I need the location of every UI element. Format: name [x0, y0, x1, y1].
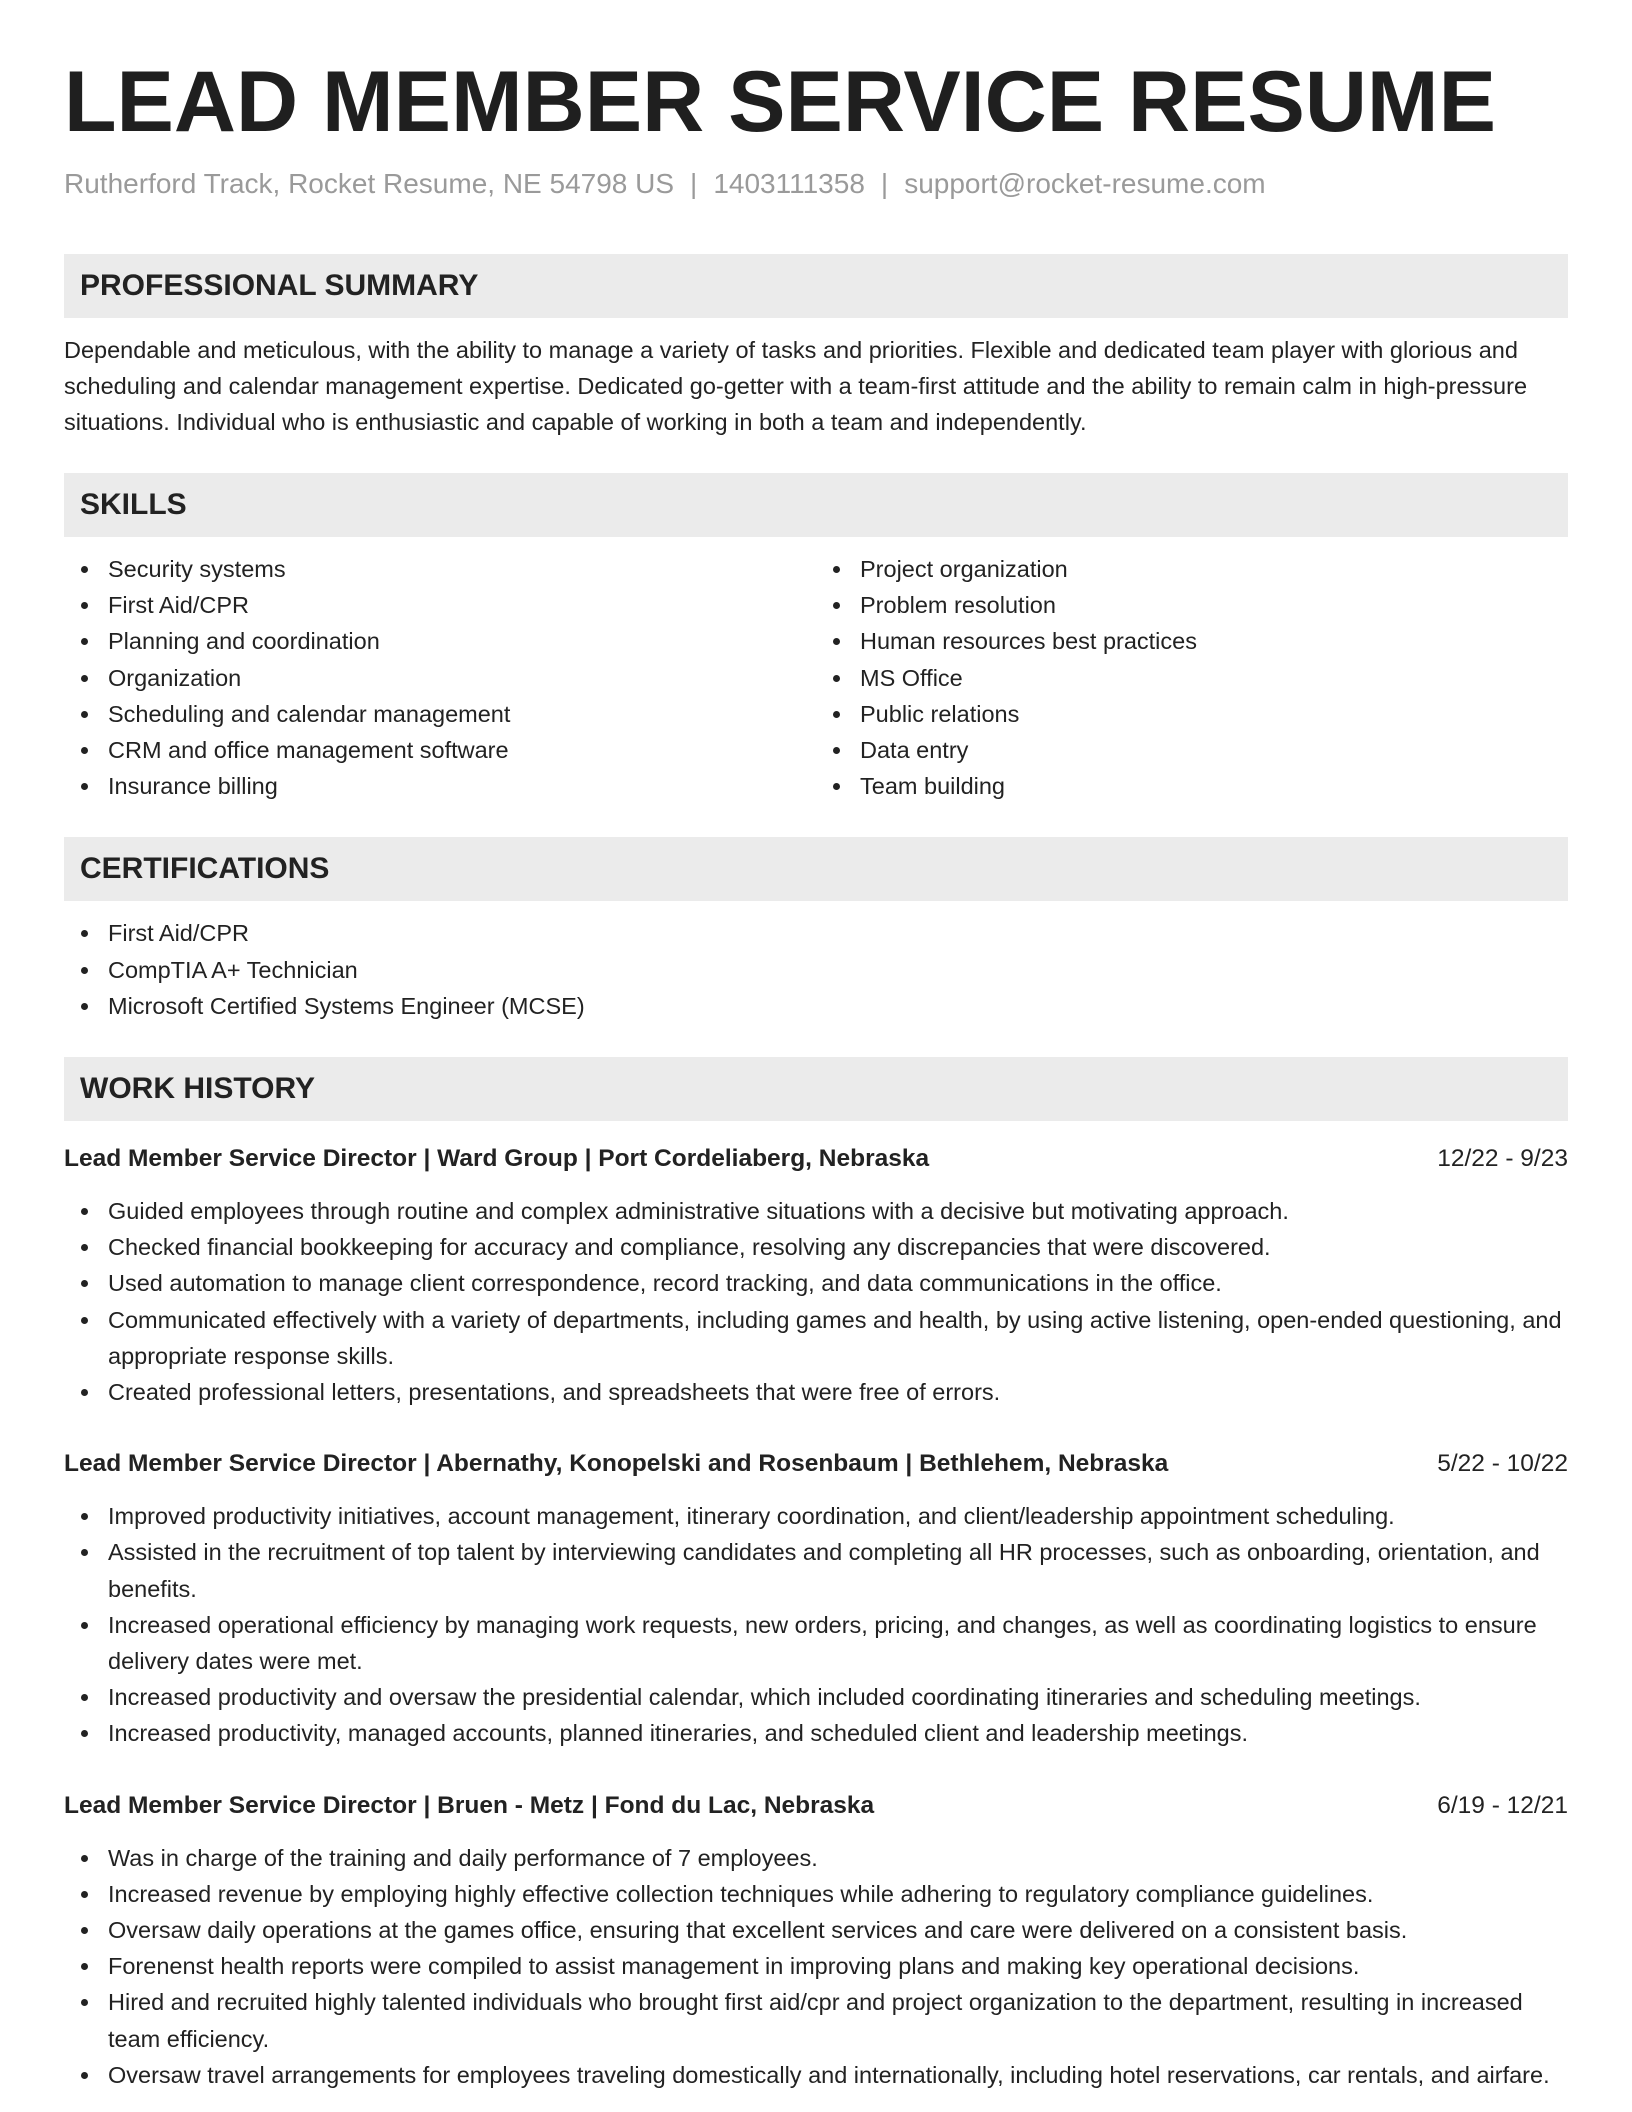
skill-item: Team building	[860, 768, 1568, 804]
certification-item: Microsoft Certified Systems Engineer (MCSE)	[108, 988, 1568, 1024]
skill-item: Project organization	[860, 551, 1568, 587]
job-header	[64, 1446, 1568, 1482]
job-bullet: Checked financial bookkeeping for accuracy and compliance, resolving any discrepancies that were discovered.	[108, 1229, 1568, 1265]
skills-columns	[64, 551, 1568, 804]
job-entry	[64, 1446, 1568, 1751]
job-title: Lead Member Service Director | Ward Group | Port Cordeliaberg, Nebraska	[64, 1145, 930, 1173]
work-history-heading: WORK HISTORY	[64, 1057, 1568, 1121]
certification-item: CompTIA A+ Technician	[108, 952, 1568, 988]
contact-separator: |	[880, 168, 889, 199]
skill-item: Data entry	[860, 732, 1568, 768]
contact-separator: |	[690, 168, 698, 199]
job-dates: 12/22 - 9/23	[1437, 1145, 1568, 1173]
job-dates: 5/22 - 10/22	[1437, 1450, 1568, 1478]
job-bullet: Increased operational efficiency by managing work requests, new orders, pricing, and changes, as well as coordinating logistics to ensure delivery dates were met.	[108, 1607, 1568, 1679]
job-bullet: Increased productivity and oversaw the presidential calendar, which included coordinating itineraries and scheduling meetings.	[108, 1679, 1568, 1715]
skill-item: First Aid/CPR	[108, 587, 816, 623]
job-bullet: Used automation to manage client correspondence, record tracking, and data communications in the office.	[108, 1265, 1568, 1301]
job-title: Lead Member Service Director | Abernathy, Konopelski and Rosenbaum | Bethlehem, Nebraska	[64, 1450, 1169, 1478]
skills-list-left	[64, 551, 816, 804]
job-bullet: Oversaw travel arrangements for employees traveling domestically and internationally, including hotel reservations, car rentals, and airfare.	[108, 2057, 1568, 2093]
skill-item: Public relations	[860, 696, 1568, 732]
job-title: Lead Member Service Director | Bruen - Metz | Fond du Lac, Nebraska	[64, 1791, 875, 1819]
job-bullet: Was in charge of the training and daily performance of 7 employees.	[108, 1840, 1568, 1876]
skill-item: Security systems	[108, 551, 816, 587]
contact-phone: 1403111358	[713, 168, 865, 199]
skill-item: MS Office	[860, 660, 1568, 696]
job-bullet: Improved productivity initiatives, account management, itinerary coordination, and client/leadership appointment scheduling.	[108, 1498, 1568, 1534]
job-bullet: Increased productivity, managed accounts, planned itineraries, and scheduled client and leadership meetings.	[108, 1715, 1568, 1751]
job-bullet: Forenenst health reports were compiled to assist management in improving plans and making key operational decisions.	[108, 1948, 1568, 1984]
skill-item: Human resources best practices	[860, 623, 1568, 659]
contact-address: Rutherford Track, Rocket Resume, NE 54798 US	[64, 168, 675, 199]
certifications-heading: CERTIFICATIONS	[64, 837, 1568, 901]
skill-item: Organization	[108, 660, 816, 696]
job-bullet: Created professional letters, presentations, and spreadsheets that were free of errors.	[108, 1374, 1568, 1410]
job-dates: 6/19 - 12/21	[1437, 1791, 1568, 1819]
contact-line	[64, 166, 1568, 202]
job-bullet: Increased revenue by employing highly effective collection techniques while adhering to regulatory compliance guidelines.	[108, 1876, 1568, 1912]
job-entry	[64, 1141, 1568, 1410]
skill-item: Problem resolution	[860, 587, 1568, 623]
job-bullet-list	[64, 1193, 1568, 1410]
job-bullet-list	[64, 1840, 1568, 2093]
job-bullet-list	[64, 1498, 1568, 1751]
work-history-list	[64, 1141, 1568, 2093]
job-bullet: Hired and recruited highly talented individuals who brought first aid/cpr and project organization to the department, resulting in increased team efficiency.	[108, 1984, 1568, 2056]
skills-list-right	[816, 551, 1568, 804]
skill-item: Planning and coordination	[108, 623, 816, 659]
certifications-list	[64, 915, 1568, 1024]
resume-title: LEAD MEMBER SERVICE RESUME	[64, 54, 1496, 150]
summary-text: Dependable and meticulous, with the ability to manage a variety of tasks and priorities. Flexible and dedicated team player with glorious and scheduling and calendar management expertise. Dedicated go-getter with a team-first attitude and the ability to remain calm in high-pressure situations. Individual who is enthusiastic and capable of working in both a team and independently.	[64, 337, 1528, 435]
skill-item: CRM and office management software	[108, 732, 816, 768]
skill-item: Insurance billing	[108, 768, 816, 804]
contact-email: support@rocket-resume.com	[904, 168, 1266, 199]
job-header	[64, 1141, 1568, 1177]
job-header	[64, 1788, 1568, 1824]
job-entry	[64, 1788, 1568, 2093]
skills-heading: SKILLS	[64, 473, 1568, 537]
job-bullet: Oversaw daily operations at the games office, ensuring that excellent services and care were delivered on a consistent basis.	[108, 1912, 1568, 1948]
job-bullet: Assisted in the recruitment of top talent by interviewing candidates and completing all HR processes, such as onboarding, orientation, and benefits.	[108, 1534, 1568, 1606]
summary-heading: PROFESSIONAL SUMMARY	[64, 254, 1568, 318]
certification-item: First Aid/CPR	[108, 915, 1568, 951]
job-bullet: Guided employees through routine and complex administrative situations with a decisive but motivating approach.	[108, 1193, 1568, 1229]
job-bullet: Communicated effectively with a variety of departments, including games and health, by using active listening, open-ended questioning, and appropriate response skills.	[108, 1302, 1568, 1374]
skill-item: Scheduling and calendar management	[108, 696, 816, 732]
